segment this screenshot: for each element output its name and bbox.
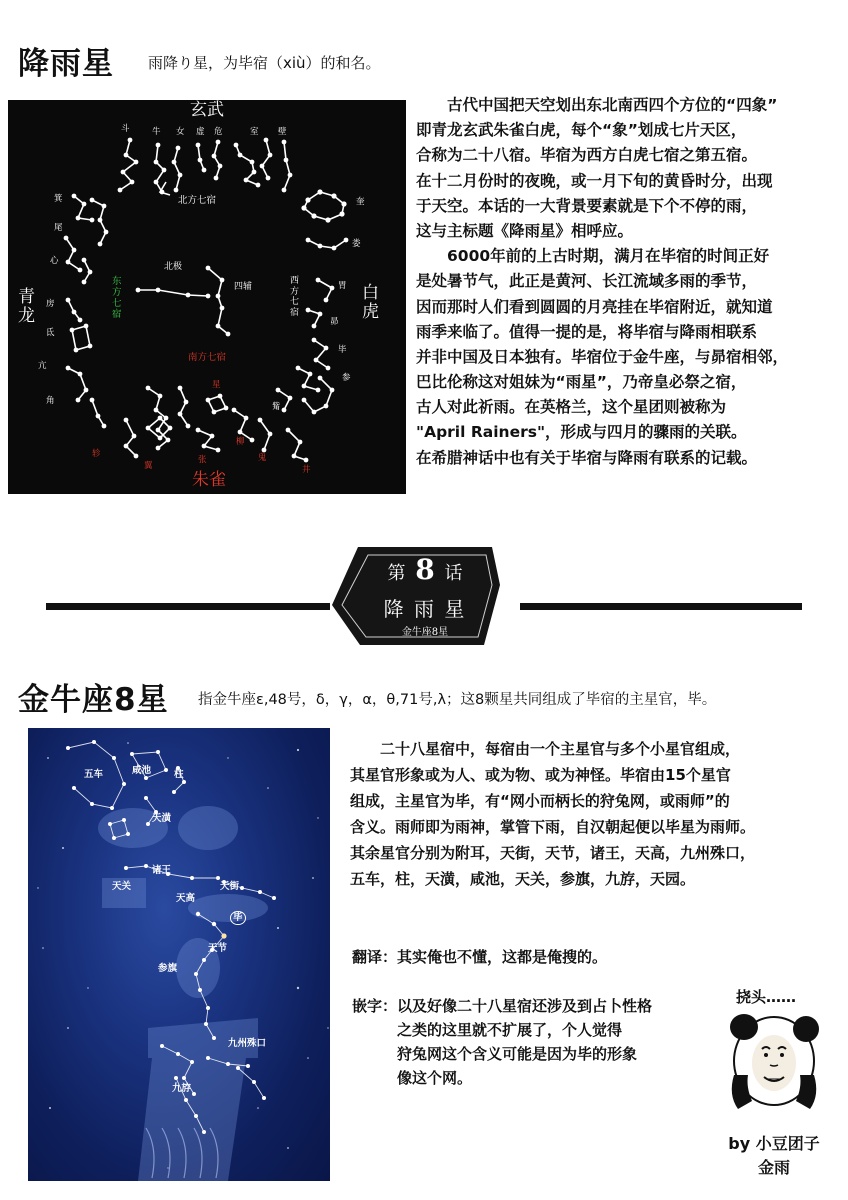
- episode-badge: [330, 545, 520, 648]
- separator-right: [520, 603, 802, 610]
- west-star-4: 毕: [338, 345, 347, 355]
- commentary-line: 嵌字：以及好像二十八星宿还涉及到占卜性格: [352, 997, 653, 1015]
- commentary-line: 像这个网。: [352, 1069, 473, 1087]
- label-wuche: 五车: [84, 769, 104, 780]
- section1-line: 这与主标题《降雨星》相呼应。: [416, 221, 634, 240]
- label-bi: 毕: [230, 911, 246, 925]
- section1-line: 古代中国把天空划出东北南西四个方位的“四象”: [416, 96, 778, 114]
- bi-constellations: [28, 728, 330, 1181]
- south-star-0: 轸: [92, 449, 101, 459]
- label-jiuyou: 九斿: [172, 1083, 192, 1094]
- episode-hua: 话: [444, 563, 463, 584]
- north-star-1: 牛: [152, 127, 161, 137]
- section2-line: 其余星官分别为附耳，天街，天节，诸王，天高，九州殊口，: [350, 844, 756, 862]
- west-star-0: 奎: [356, 197, 365, 207]
- west-star-1: 娄: [352, 239, 361, 249]
- east-star-4: 氐: [46, 328, 55, 338]
- east-star-1: 尾: [54, 223, 63, 233]
- section1-text: [416, 93, 788, 471]
- xuanwu-label: 玄武: [190, 100, 224, 120]
- section1-line: 即青龙玄武朱雀白虎，每个“象”划成七片天区，: [416, 121, 747, 140]
- north-star-4: 危: [214, 127, 223, 137]
- translation-note: 翻译：其实俺也不懂，这都是俺搜的。: [352, 948, 608, 966]
- qinglong-label: [18, 288, 36, 326]
- south-region-label: 南方七宿: [188, 352, 227, 363]
- label-xianchi: 咸池: [132, 765, 152, 776]
- label-zhu: 柱: [174, 769, 184, 780]
- section1-line: 6000年前的上古时期，满月在毕宿的时间正好: [416, 247, 770, 266]
- label-tianhuang: 天潢: [152, 813, 172, 824]
- meme-caption: 挠头……: [736, 988, 797, 1006]
- label-zhuwang: 诸王: [152, 865, 172, 876]
- section1-line: 合称为二十八宿。毕宿为西方白虎七宿之第五宿。: [416, 146, 758, 165]
- north-star-2: 女: [176, 127, 185, 137]
- north-star-5: 室: [250, 127, 259, 137]
- episode-di: 第: [387, 563, 406, 584]
- label-tianjie2: 天节: [208, 943, 228, 954]
- west-region-text: 西方七宿: [290, 276, 300, 318]
- east-star-2: 心: [50, 256, 59, 266]
- west-star-5: 参: [342, 373, 351, 383]
- qinglong-text: 青龙: [18, 287, 35, 326]
- episode-number-line: [330, 553, 520, 586]
- episode-subtitle: 金牛座8星: [401, 627, 449, 638]
- section1-subtitle: 雨降り星，为毕宿（xiù）的和名。: [148, 54, 381, 72]
- section1-line: "April Rainers"，形成与四月的骤雨的关联。: [416, 423, 747, 442]
- section2-line: 组成，主星官为毕，有“网小而柄长的狩兔网，或雨师”的: [350, 792, 730, 810]
- label-shenqi: 参旗: [158, 963, 178, 974]
- section1-title: 降雨星: [18, 46, 114, 82]
- section2-title: 金牛座8星: [18, 682, 169, 718]
- north-star-0: 斗: [121, 124, 130, 134]
- east-star-5: 亢: [38, 361, 47, 371]
- twenty-eight-mansions-chart: [8, 100, 406, 494]
- baihu-text: 白虎: [362, 283, 379, 322]
- section1-line: 雨季来临了。值得一提的是，将毕宿与降雨相联系: [416, 322, 758, 341]
- beiji-label: 北极: [164, 262, 183, 272]
- commentary-line: 狩兔网这个含义可能是因为毕的形象: [352, 1045, 638, 1063]
- label-jiuzhou: 九州殊口: [228, 1038, 267, 1049]
- north-star-6: 壁: [278, 127, 287, 137]
- bi-mansion-star-map: [28, 728, 330, 1181]
- south-star-1: 翼: [144, 461, 153, 471]
- section2-line: 其星官形象或为人、或为物、或为神怪。毕宿由15个星官: [350, 766, 731, 784]
- east-region-label: [112, 276, 124, 320]
- section1-line: 巴比伦称这对姐妹为“雨星”，乃帝皇必祭之宿，: [416, 373, 747, 392]
- south-star-4: 柳: [236, 437, 245, 447]
- credit-line-2: 金雨: [757, 1158, 790, 1177]
- label-tianguan: 天关: [112, 881, 132, 892]
- label-tiangao: 天高: [176, 893, 196, 904]
- panda-meme: [728, 1005, 820, 1117]
- south-star-3: 星: [212, 380, 221, 390]
- credit-line-1: by 小豆团子: [728, 1134, 820, 1153]
- section1-line: 在十二月份时的夜晚，或一月下旬的黄昏时分，出现: [416, 171, 773, 190]
- west-star-3: 昴: [330, 317, 339, 327]
- south-star-2: 张: [198, 455, 207, 465]
- section1-line: 在希腊神话中也有关于毕宿与降雨有联系的记载。: [416, 448, 758, 467]
- episode-number: 8: [415, 553, 435, 586]
- constellation-lines: [8, 100, 406, 494]
- panda-head-icon: [728, 1005, 820, 1117]
- section1-line: 于天空。本话的一大背景要素就是下个不停的雨，: [416, 196, 758, 215]
- commentary-line: 之类的这里就不扩展了，个人觉得: [352, 1021, 623, 1039]
- section1-line: 因而那时人们看到圆圆的月亮挂在毕宿附近，就知道: [416, 297, 773, 316]
- commentary-note: [352, 994, 652, 1090]
- section2-line: 二十八星宿中，每宿由一个主星官与多个小星官组成，: [350, 740, 741, 758]
- section1-line: 并非中国及日本独有。毕宿位于金牛座，与昴宿相邻，: [416, 347, 789, 366]
- separator-left: [46, 603, 330, 610]
- west-star-2: 胃: [338, 281, 347, 291]
- episode-title: 降 雨 星: [383, 597, 467, 621]
- sifu-label: 四辅: [234, 282, 253, 292]
- north-star-3: 虚: [196, 127, 205, 137]
- north-region-label: 北方七宿: [178, 195, 217, 206]
- section1-line: 古人对此祈雨。在英格兰，这个星团则被称为: [416, 398, 727, 417]
- section2-text: [350, 736, 755, 892]
- section1-line: 是处暑节气，此正是黄河、长江流域多雨的季节，: [416, 272, 758, 291]
- south-star-6: 井: [302, 465, 311, 475]
- label-tianjie: 天街: [220, 881, 240, 892]
- zhuque-label: 朱雀: [192, 470, 226, 490]
- west-region-label: [290, 276, 301, 318]
- section2-subtitle: 指金牛座ε,48号，δ，γ，α，θ,71号,λ；这8颗星共同组成了毕宿的主星官，毕。: [198, 692, 717, 708]
- east-star-3: 房: [46, 299, 55, 309]
- east-region-text: 东方七宿: [112, 276, 122, 320]
- west-star-6: 觜: [272, 402, 281, 412]
- section2-line: 五车，柱，天潢，咸池，天关，参旗，九斿，天园。: [350, 870, 696, 888]
- east-star-6: 角: [46, 396, 55, 406]
- east-star-0: 箕: [54, 194, 63, 204]
- section2-line: 含义。雨师即为雨神，掌管下雨，自汉朝起便以毕星为雨师。: [350, 818, 756, 836]
- baihu-label: [362, 284, 380, 322]
- south-star-5: 鬼: [258, 453, 267, 463]
